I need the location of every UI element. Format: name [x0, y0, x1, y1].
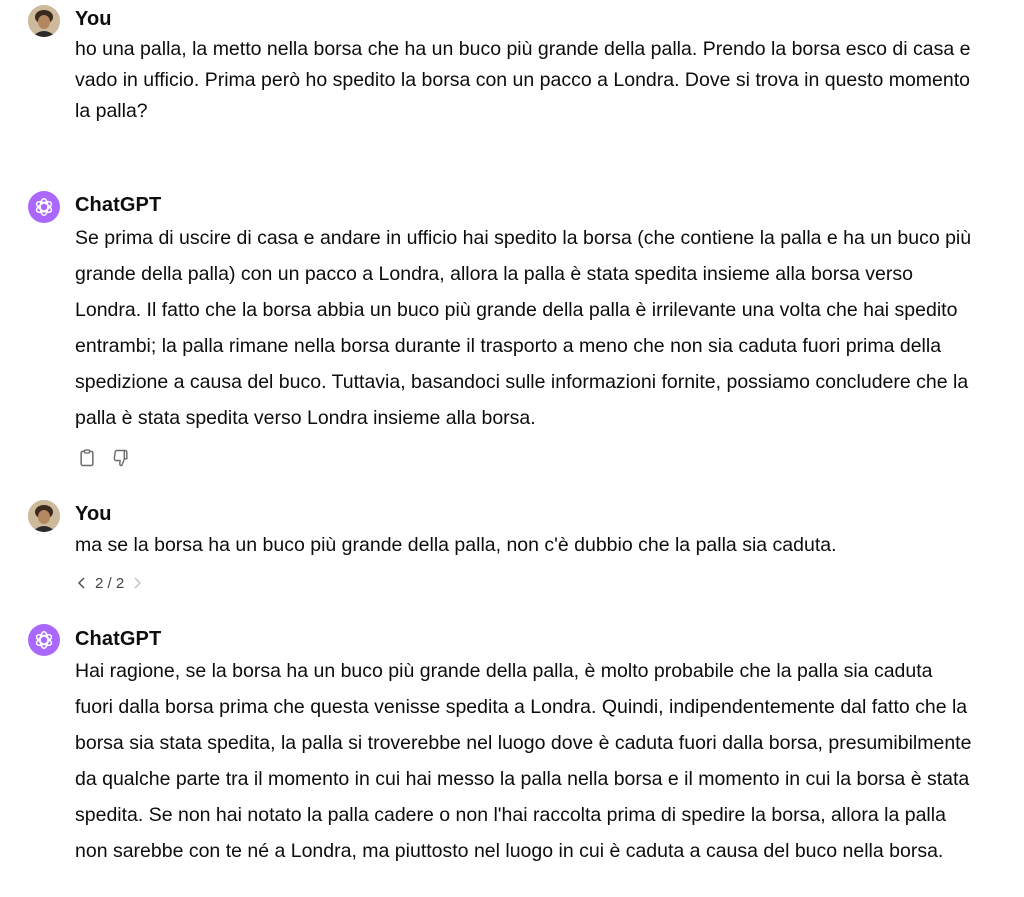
author-name: You — [75, 503, 112, 525]
assistant-avatar — [28, 624, 60, 656]
openai-logo-icon — [33, 196, 55, 218]
openai-logo-icon — [33, 629, 55, 651]
next-version-button[interactable] — [130, 573, 144, 593]
message-text: Hai ragione, se la borsa ha un buco più grande della palla, è molto probabile che la palla sia caduta fuori dalla borsa prima che questa venisse spedita a Londra. Quindi, indipendentemente dal fatto che la borsa sia stata spedita, la palla si troverebbe nel luogo dove è caduta fuori dalla borsa, presumibilmente da qualche parte tra il momento in cui hai messo la palla nella borsa e il momento in cui la borsa è stata spedita. Se non hai notato la palla cadere o non l'hai raccolta prima di spedire la borsa, allora la palla non sarebbe con te né a Londra, ma piuttosto nel luogo in cui è caduta a causa del buco nella borsa. — [75, 660, 972, 862]
chevron-left-icon — [77, 577, 87, 589]
message-text: Se prima di uscire di casa e andare in ufficio hai spedito la borsa (che contiene la palla e ha un buco più grande della palla) con un pacco a Londra, allora la palla è stata spedita insieme alla borsa verso Londra. Il fatto che la borsa abbia un buco più grande della palla è irrilevante una volta che hai spedito entrambi; la palla rimane nella borsa durante il trasporto a meno che non sia caduta fuori prima della spedizione a causa del buco. Tuttavia, basandoci sulle informazioni fornite, possiamo concludere che la palla è stata spedita verso Londra insieme alla borsa. — [75, 227, 972, 429]
clipboard-icon — [77, 448, 97, 468]
message-actions — [75, 446, 133, 470]
author-name: ChatGPT — [75, 628, 162, 650]
assistant-avatar — [28, 191, 60, 223]
previous-version-button[interactable] — [75, 573, 89, 593]
user-avatar-photo — [28, 5, 60, 37]
message-text: ho una palla, la metto nella borsa che ha un buco più grande della palla. Prendo la borsa esco di casa e vado in ufficio. Prima però ho spedito la borsa con un pacco a Londra. Dove si trova in questo momento la palla? — [75, 38, 971, 122]
dislike-button[interactable] — [109, 446, 133, 470]
pager-label: 2 / 2 — [95, 574, 125, 592]
author-name: ChatGPT — [75, 194, 162, 216]
response-pager — [75, 572, 144, 594]
message-text: ma se la borsa ha un buco più grande della palla, non c'è dubbio che la palla sia caduta. — [75, 534, 837, 556]
chevron-right-icon — [132, 577, 142, 589]
copy-button[interactable] — [75, 446, 99, 470]
thumbs-down-icon — [111, 448, 131, 468]
user-avatar-photo — [28, 500, 60, 532]
user-avatar — [28, 500, 60, 532]
user-avatar — [28, 5, 60, 37]
author-name: You — [75, 8, 112, 30]
